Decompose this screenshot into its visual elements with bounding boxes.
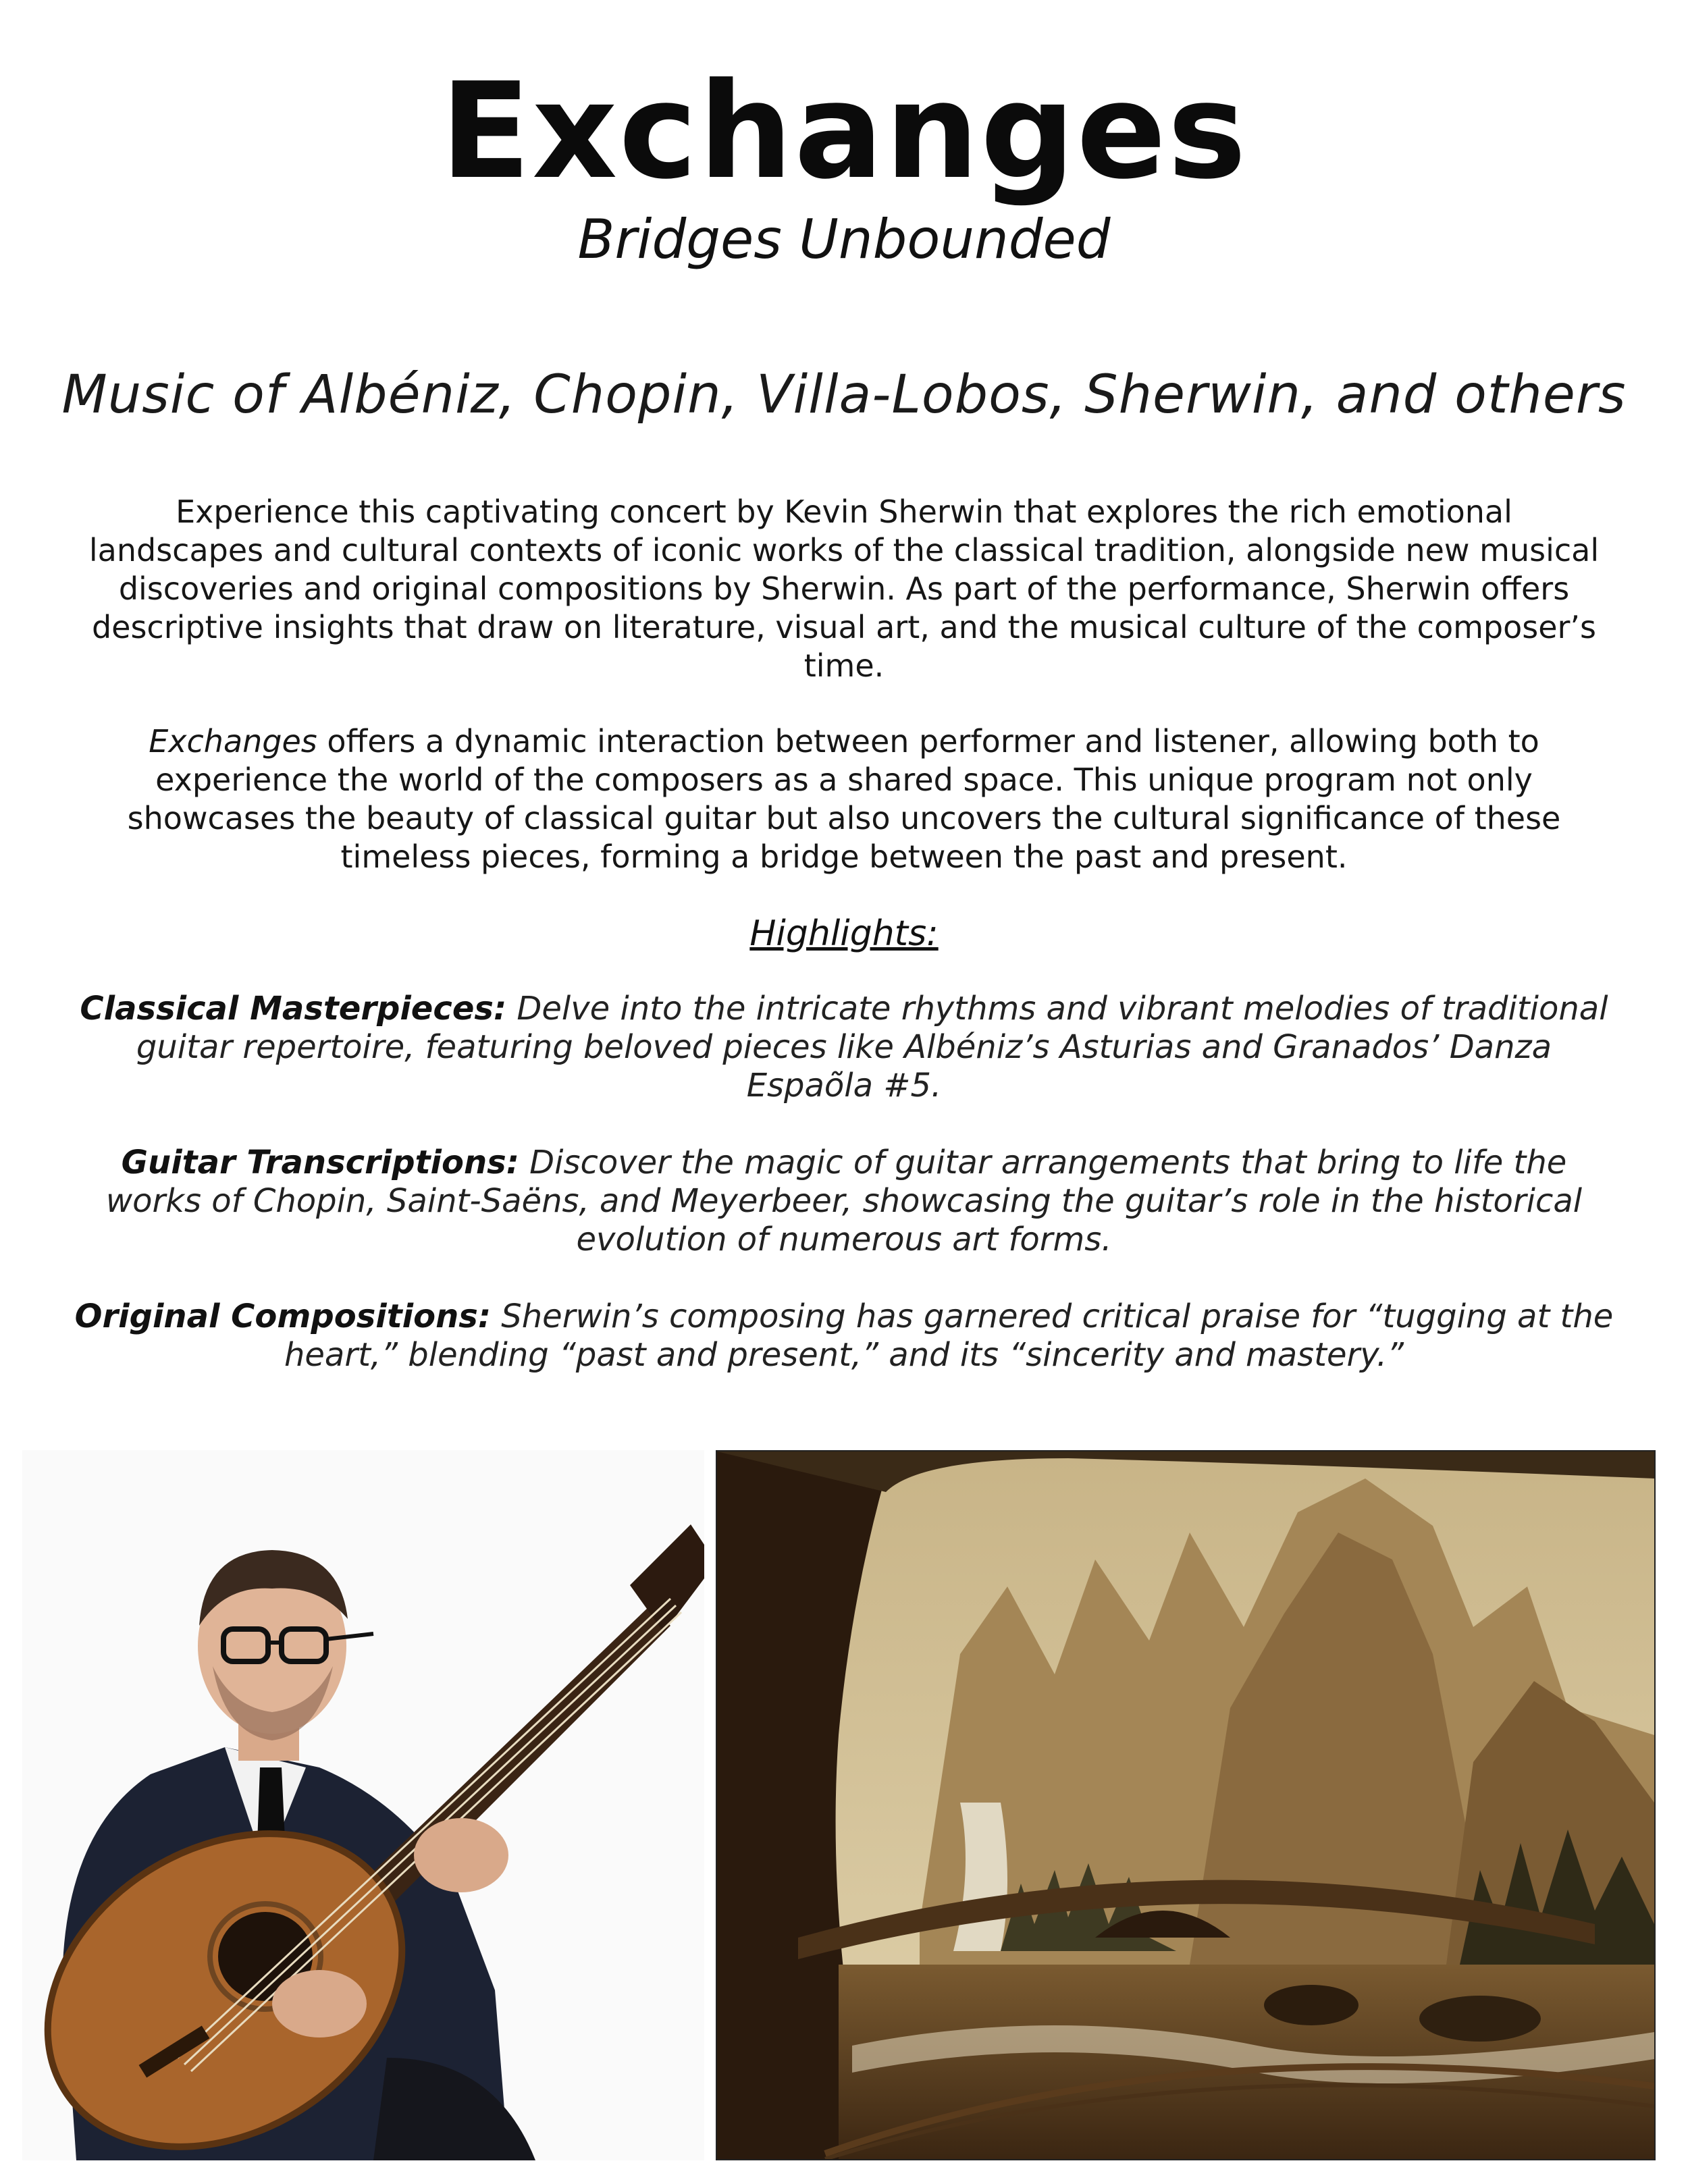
highlight-classical-masterpieces xyxy=(74,990,1614,1105)
guitarist-photo xyxy=(22,1450,704,2160)
highlight-text: Delve into the intricate rhythms and vibrant melodies of traditional guitar repertoire, featuring beloved pieces like Albéniz’s Asturias and Granados’ Danza Espaõla #5. xyxy=(136,990,1608,1104)
landscape-painting-illustration xyxy=(717,1451,1654,2159)
highlight-original-compositions xyxy=(74,1298,1614,1375)
guitarist-illustration xyxy=(22,1450,704,2160)
exchanges-paragraph xyxy=(88,722,1600,876)
subtitle: Bridges Unbounded xyxy=(577,208,1111,271)
highlight-text: Discover the magic of guitar arrangements that bring to life the works of Chopin, Saint-Saëns, and Meyerbeer, showcasing the guitar’s role in the historical evolution of numerous art forms. xyxy=(105,1144,1583,1258)
highlight-lead: Guitar Transcriptions: xyxy=(121,1144,519,1181)
exchanges-paragraph-text: offers a dynamic interaction between performer and listener, allowing both to experience the world of the composers as a shared space. This unique program not only showcases the beauty of classical guitar but also uncovers the cultural significance of these timeless pieces, forming a bridge between the past and present. xyxy=(127,723,1561,875)
page-title: Exchanges xyxy=(440,55,1248,209)
highlight-text: Sherwin’s composing has garnered critical praise for “tugging at the heart,” blending “past and present,” and its “sincerity and mastery.” xyxy=(284,1298,1614,1374)
highlight-guitar-transcriptions xyxy=(74,1144,1614,1259)
highlight-lead: Classical Masterpieces: xyxy=(80,990,507,1028)
exchanges-emphasis: Exchanges xyxy=(149,723,317,760)
highlight-lead: Original Compositions: xyxy=(74,1298,492,1335)
composers-line: Music of Albéniz, Chopin, Villa-Lobos, Sherwin, and others xyxy=(61,365,1627,425)
landscape-painting xyxy=(716,1450,1656,2160)
intro-paragraph: Experience this captivating concert by Kevin Sherwin that explores the rich emotional landscapes and cultural contexts of iconic works of the classical tradition, alongside new musical discoveries and original compositions by Sherwin. As part of the performance, Sherwin offers descriptive insights that draw on literature, visual art, and the musical culture of the composer’s time. xyxy=(88,494,1600,684)
highlights-heading: Highlights: xyxy=(749,913,939,954)
